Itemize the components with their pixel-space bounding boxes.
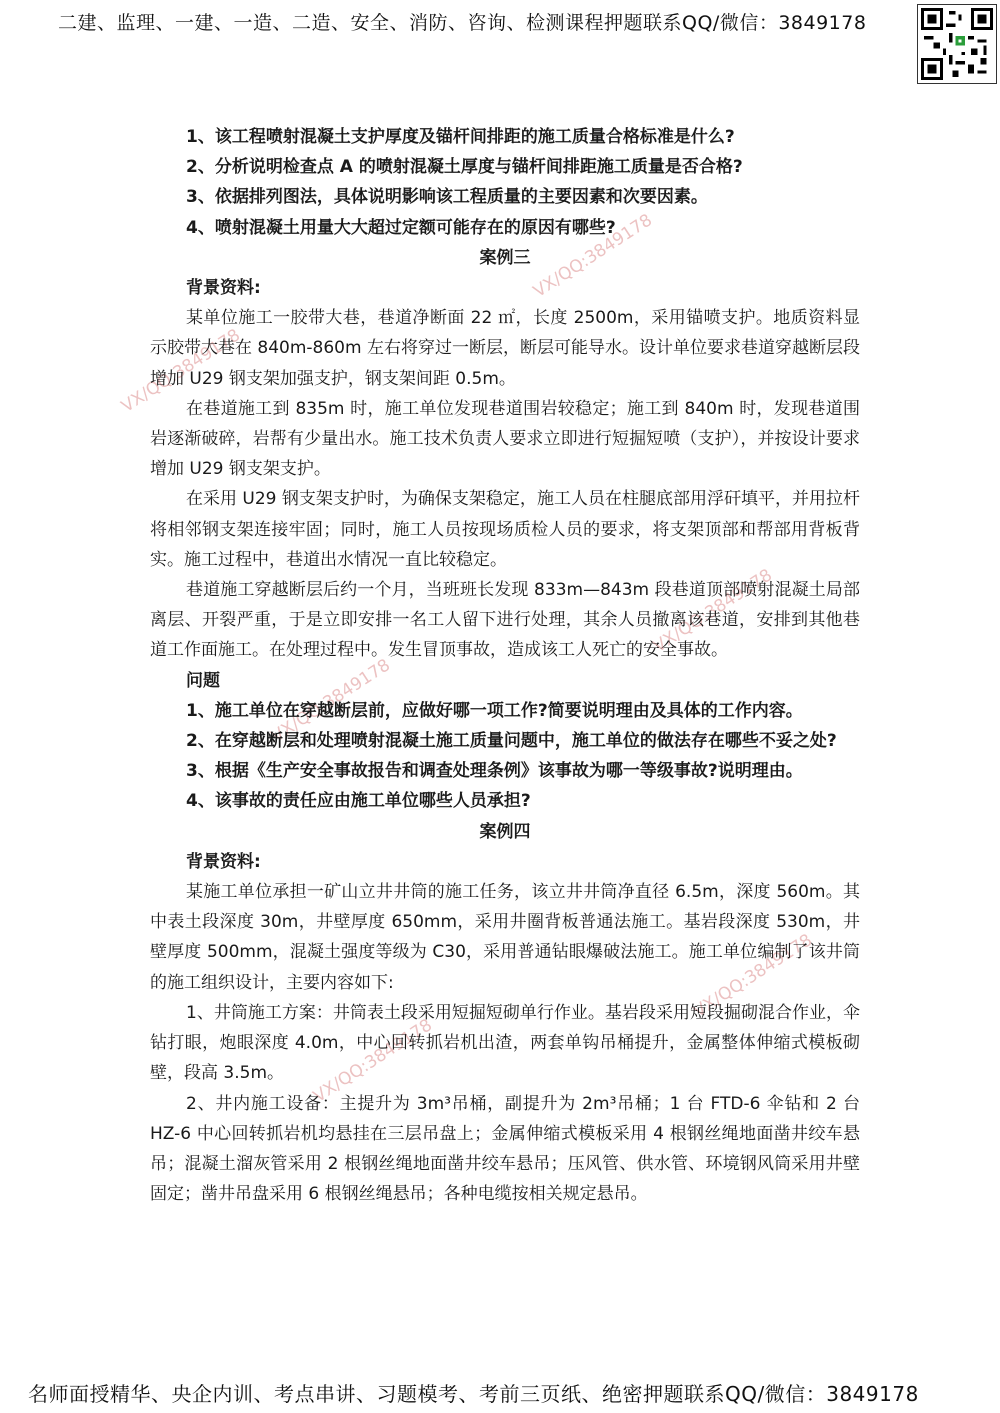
document-body	[150, 122, 860, 1209]
case3-paragraph: 某单位施工一胶带大巷，巷道净断面 22 ㎡，长度 2500m，采用锚喷支护。地质资料显示胶带大巷在 840m-860m 左右将穿过一断层，断层可能导水。设计单位要求巷道穿越断层段增加 U29 钢支架加强支护，钢支架间距 0.5m。	[150, 308, 860, 389]
case2-question: 4、喷射混凝土用量大大超过定额可能存在的原因有哪些?	[186, 217, 616, 238]
case2-question: 3、依据排列图法，具体说明影响该工程质量的主要因素和次要因素。	[186, 187, 708, 208]
case4-paragraph: 1、井筒施工方案：井筒表土段采用短掘短砌单行作业。基岩段采用短段掘砌混合作业，伞钻打眼，炮眼深度 4.0m，中心回转抓岩机出渣，两套单钩吊桶提升，金属整体伸缩式模板砌壁，段高 3.5m。	[150, 1002, 860, 1084]
case3-background-label: 背景资料:	[186, 278, 261, 299]
case3-question: 2、在穿越断层和处理喷射混凝土施工质量问题中，施工单位的做法存在哪些不妥之处?	[186, 731, 837, 752]
case4-background-label: 背景资料:	[186, 851, 261, 872]
case4-title: 案例四	[479, 821, 531, 842]
header-banner: 二建、监理、一建、一造、二造、安全、消防、咨询、检测课程押题联系QQ/微信：3849178	[58, 12, 867, 34]
case3-question-label: 问题	[186, 670, 220, 691]
watermark: VX/QQ:3849178	[268, 655, 394, 747]
watermark: VX/QQ:3849178	[310, 1015, 436, 1107]
qr-code-icon	[917, 4, 997, 84]
case3-paragraph: 在巷道施工到 835m 时，施工单位发现巷道围岩较稳定；施工到 840m 时，发现巷道围岩逐渐破碎，岩帮有少量出水。施工技术负责人要求立即进行短掘短喷（支护），并按设计要求增加 U29 钢支架支护。	[150, 398, 860, 480]
case3-paragraph: 巷道施工穿越断层后约一个月，当班班长发现 833m—843m 段巷道顶部喷射混凝土局部离层、开裂严重，于是立即安排一名工人留下进行处理，其余人员撤离该巷道，安排到其他巷道工作面施工。在处理过程中。发生冒顶事故，造成该工人死亡的安全事故。	[150, 580, 860, 661]
case3-title: 案例三	[479, 247, 531, 268]
case3-question: 3、根据《生产安全事故报告和调查处理条例》该事故为哪一等级事故?说明理由。	[186, 761, 803, 782]
case2-question: 2、分析说明检查点 A 的喷射混凝土厚度与锚杆间排距施工质量是否合格?	[186, 157, 743, 178]
watermark: VX/QQ:3849178	[690, 930, 816, 1022]
case4-paragraph: 某施工单位承担一矿山立井井筒的施工任务，该立井井筒净直径 6.5m，深度 560m。其中表土段深度 30m，井壁厚度 650mm，采用井圈背板普通法施工。基岩段深度 530m，井壁厚度 500mm，混凝土强度等级为 C30，采用普通钻眼爆破法施工。施工单位编制了该井筒的施工组织设计，主要内容如下:	[150, 882, 860, 993]
case4-paragraph: 2、井内施工设备：主提升为 3m³吊桶，副提升为 2m³吊桶；1 台 FTD-6 伞钻和 2 台 HZ-6 中心回转抓岩机均悬挂在三层吊盘上；金属伸缩式模板采用 4 根钢丝绳地面凿井绞车悬吊；混凝土溜灰管采用 2 根钢丝绳地面凿井绞车悬吊；压风管、供水管、环境钢风筒采用井壁固定；凿井吊盘采用 6 根钢丝绳悬吊；各种电缆按相关规定悬吊。	[150, 1093, 860, 1205]
case3-question: 1、施工单位在穿越断层前，应做好哪一项工作?简要说明理由及具体的工作内容。	[186, 700, 803, 721]
watermark: VX/QQ:3849178	[118, 325, 244, 417]
case3-paragraph: 在采用 U29 钢支架支护时，为确保支架稳定，施工人员在柱腿底部用浮矸填平，并用拉杆将相邻钢支架连接牢固；同时，施工人员按现场质检人员的要求，将支架顶部和帮部用背板背实。施工过程中，巷道出水情况一直比较稳定。	[150, 489, 860, 570]
watermark: VX/QQ:3849178	[650, 565, 776, 657]
case3-question: 4、该事故的责任应由施工单位哪些人员承担?	[186, 791, 531, 812]
footer-banner: 名师面授精华、央企内训、考点串讲、习题模考、考前三页纸、绝密押题联系QQ/微信：3849178	[28, 1382, 919, 1406]
case2-question: 1、该工程喷射混凝土支护厚度及锚杆间排距的施工质量合格标准是什么?	[186, 127, 735, 147]
watermark: VX/QQ:3849178	[530, 210, 656, 302]
